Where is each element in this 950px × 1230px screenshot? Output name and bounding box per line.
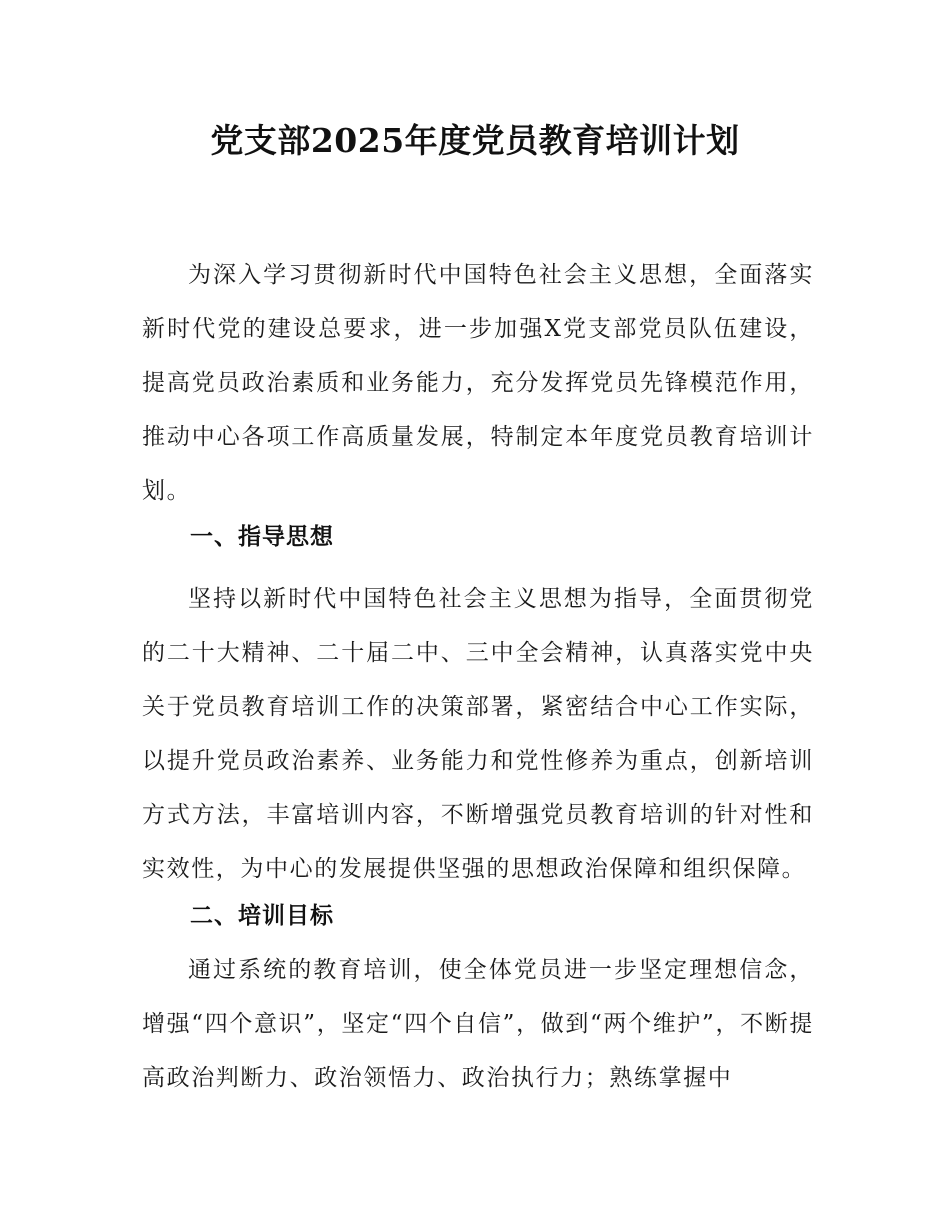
section-body-guiding-thought: 坚持以新时代中国特色社会主义思想为指导，全面贯彻党的二十大精神、二十届二中、三中全会精神，认真落实党中央关于党员教育培训工作的决策部署，紧密结合中心工作实际，以提升党员政治素养、业务能力和党性修养为重点，创新培训方式方法，丰富培训内容，不断增强党员教育培训的针对性和实效性，为中心的发展提供坚强的思想政治保障和组织保障。	[142, 586, 814, 882]
intro-paragraph: 为深入学习贯彻新时代中国特色社会主义思想，全面落实新时代党的建设总要求，进一步加强X党支部党员队伍建设，提高党员政治素质和业务能力，充分发挥党员先锋模范作用，推动中心各项工作高质量发展，特制定本年度党员教育培训计划。	[142, 262, 814, 504]
document-title: 党支部2025年度党员教育培训计划	[210, 121, 740, 160]
section-body-training-goals: 通过系统的教育培训，使全体党员进一步坚定理想信念，增强“四个意识”，坚定“四个自信”，做到“两个维护”，不断提高政治判断力、政治领悟力、政治执行力；熟练掌握中	[142, 957, 814, 1091]
section-heading-training-goals: 二、培训目标	[190, 903, 334, 929]
section-heading-guiding-thought: 一、指导思想	[190, 524, 334, 550]
